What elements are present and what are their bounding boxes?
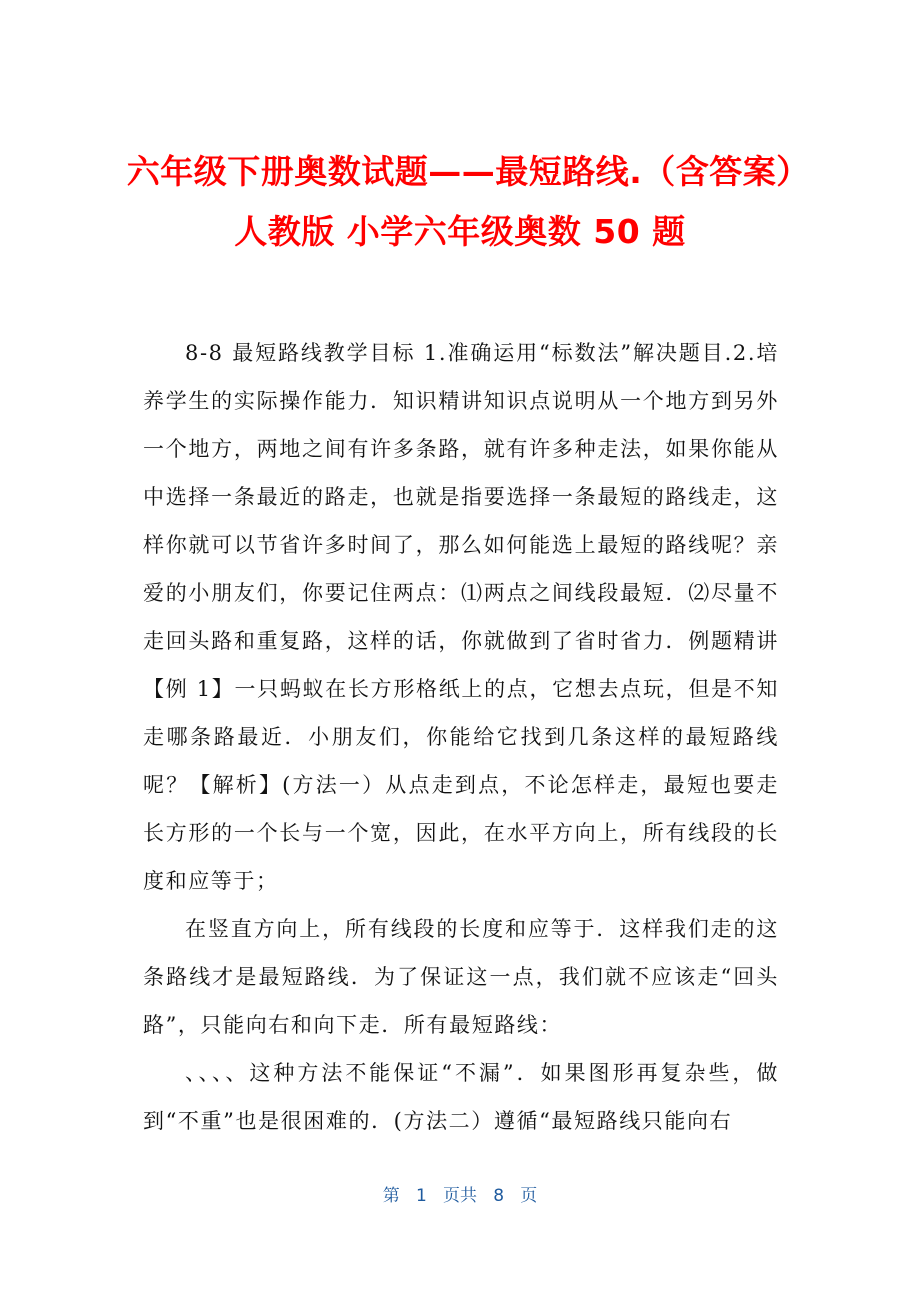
document-body	[143, 329, 779, 1145]
page-footer	[0, 1182, 920, 1210]
document-title: 六年级下册奥数试题——最短路线.（含答案）人教版 小学六年级奥数 50 题	[126, 152, 794, 251]
page-number-label: 第 1 页共 8 页	[382, 1186, 538, 1206]
paragraph-1: 8-8 最短路线教学目标 1.准确运用“标数法”解决题目.2.培养学生的实际操作能力．知识精讲知识点说明从一个地方到另外一个地方，两地之间有许多条路，就有许多种走法，如果你能从中选择一条最近的路走，也就是指要选择一条最短的路线走，这样你就可以节省许多时间了，那么如何能选上最短的路线呢？亲爱的小朋友们，你要记住两点：⑴两点之间线段最短．⑵尽量不走回头路和重复路，这样的话，你就做到了省时省力．例题精讲【例 1】一只蚂蚁在长方形格纸上的点，它想去点玩，但是不知走哪条路最近．小朋友们，你能给它找到几条这样的最短路线呢？【解析】(方法一）从点走到点，不论怎样走，最短也要走长方形的一个长与一个宽，因此，在水平方向上，所有线段的长度和应等于；	[143, 341, 779, 893]
paragraph-3: 、、、、这种方法不能保证“不漏”．如果图形再复杂些，做到“不重”也是很困难的．(方法二）遵循“最短路线只能向右	[143, 1061, 779, 1133]
paragraph-2: 在竖直方向上，所有线段的长度和应等于．这样我们走的这条路线才是最短路线．为了保证这一点，我们就不应该走“回头路”，只能向右和向下走．所有最短路线：	[143, 917, 779, 1037]
